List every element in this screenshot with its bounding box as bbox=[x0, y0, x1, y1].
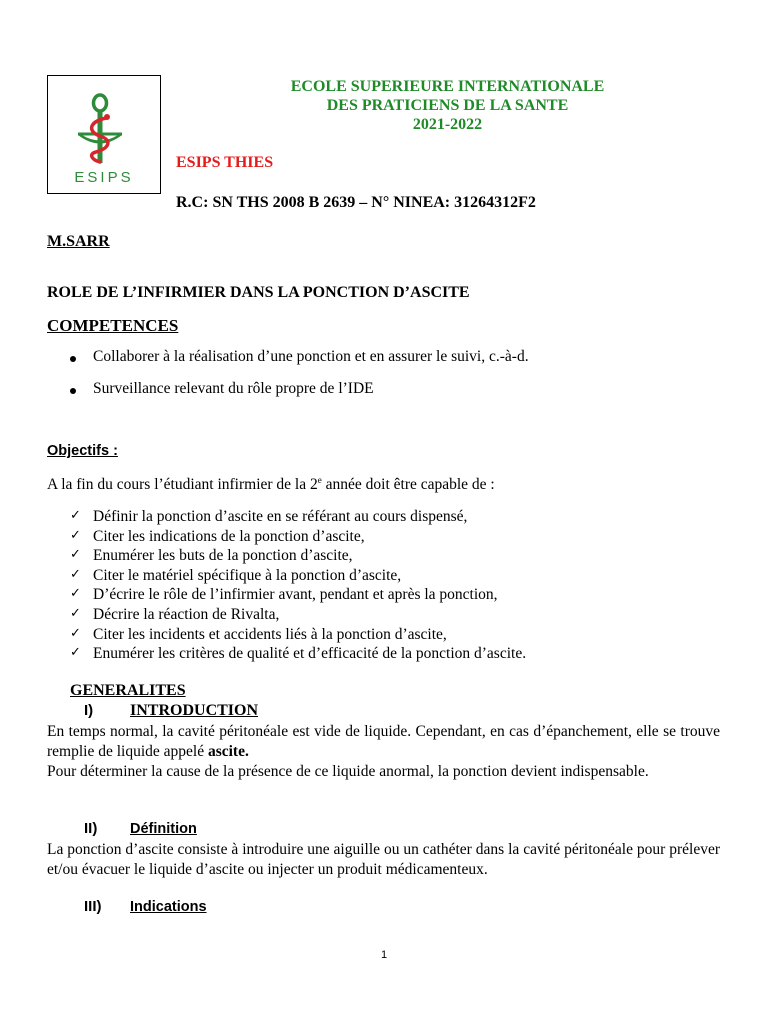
checkmark-icon: ✓ bbox=[70, 566, 81, 582]
checkmark-icon: ✓ bbox=[70, 625, 81, 641]
list-item: ✓ Décrire la réaction de Rivalta, bbox=[70, 605, 280, 623]
section-title: Définition bbox=[130, 821, 197, 837]
objectifs-intro: A la fin du cours l’étudiant infirmier de la 2e année doit être capable de : bbox=[47, 475, 495, 494]
definition-paragraph: La ponction d’ascite consiste à introduire une aiguille ou un cathéter dans la cavité péritonéale pour prélever et/ou évacuer le liquide d’ascite ou injecter un produit médicamenteux. bbox=[47, 841, 720, 878]
list-item: ✓ Citer les indications de la ponction d’ascite, bbox=[70, 527, 365, 545]
checkmark-icon: ✓ bbox=[70, 586, 81, 602]
author: M.SARR bbox=[47, 233, 110, 250]
checkmark-icon: ✓ bbox=[70, 645, 81, 661]
document-title: ROLE DE L’INFIRMIER DANS LA PONCTION D’ASCITE bbox=[47, 284, 470, 301]
school-logo bbox=[47, 75, 161, 194]
section-number: I) bbox=[84, 702, 94, 719]
list-item: ✓ D’écrire le rôle de l’infirmier avant, pendant et après la ponction, bbox=[70, 586, 498, 604]
competences-heading: COMPETENCES bbox=[47, 316, 179, 335]
objectifs-heading: Objectifs : bbox=[47, 443, 118, 459]
page-number: 1 bbox=[380, 949, 388, 961]
objectifs-list bbox=[70, 508, 730, 665]
section-number: II) bbox=[84, 820, 98, 837]
school-name-line1: ECOLE SUPERIEURE INTERNATIONALE bbox=[290, 78, 605, 95]
section-number: III) bbox=[84, 898, 102, 915]
generalites-heading: GENERALITES bbox=[70, 682, 186, 699]
checkmark-icon: ✓ bbox=[70, 547, 81, 563]
introduction-paragraph-2: Pour déterminer la cause de la présence de ce liquide anormal, la ponction devient indispensable. bbox=[47, 763, 649, 780]
section-title: Indications bbox=[130, 899, 207, 915]
introduction-paragraph-1: En temps normal, la cavité péritonéale est vide de liquide. Cependant, en cas d’épanchement, elle se trouve remplie de liquide appelé ascite. bbox=[47, 723, 720, 760]
checkmark-icon: ✓ bbox=[70, 605, 81, 621]
logo-text: ESIPS bbox=[74, 169, 134, 186]
school-campus: ESIPS THIES bbox=[176, 154, 274, 171]
list-item: ✓ Enumérer les buts de la ponction d’ascite, bbox=[70, 547, 353, 565]
checkmark-icon: ✓ bbox=[70, 508, 81, 523]
section-title: INTRODUCTION bbox=[130, 702, 259, 719]
list-item: ✓ Citer le matériel spécifique à la ponction d’ascite, bbox=[70, 566, 402, 584]
registration-info: R.C: SN THS 2008 B 2639 – N° NINEA: 31264312F2 bbox=[176, 194, 536, 211]
list-item: ✓ Citer les incidents et accidents liés à la ponction d’ascite, bbox=[70, 625, 447, 643]
bullet-icon bbox=[70, 356, 76, 362]
bullet-icon bbox=[70, 388, 76, 394]
list-item: ✓ Définir la ponction d’ascite en se référant au cours dispensé, bbox=[70, 508, 468, 525]
school-name-line2: DES PRATICIENS DE LA SANTE bbox=[326, 97, 569, 114]
academic-year: 2021-2022 bbox=[412, 116, 483, 133]
checkmark-icon: ✓ bbox=[70, 527, 81, 543]
list-item: ✓ Enumérer les critères de qualité et d’efficacité de la ponction d’ascite. bbox=[70, 645, 527, 663]
